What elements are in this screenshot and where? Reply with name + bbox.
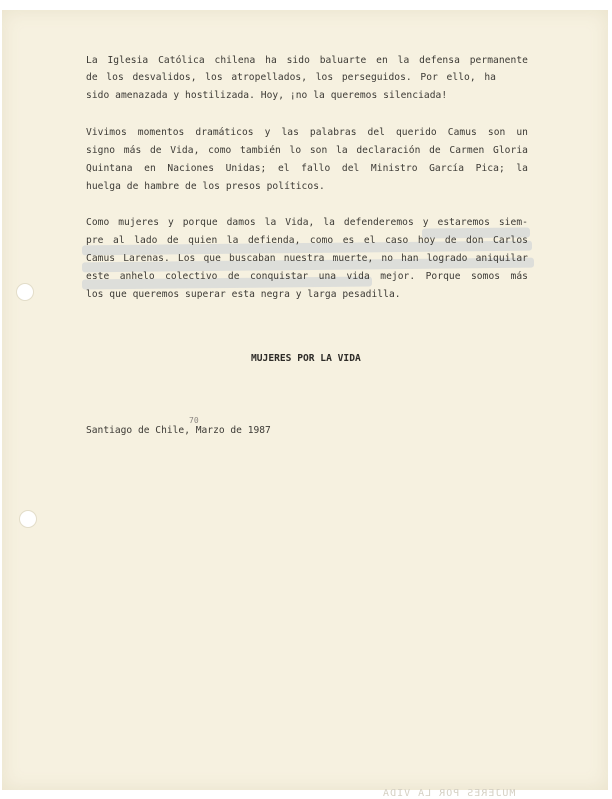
signature-heading: MUJERES POR LA VIDA [251, 353, 361, 364]
body-text-line: Como mujeres y porque damos la Vida, la defenderemos y estaremos siem- [86, 217, 528, 228]
body-text-line: Quintana en Naciones Unidas; el fallo del Ministro García Pica; la [86, 163, 528, 174]
body-text-line: Camus Larenas. Los que buscaban nuestra muerte, no han logrado aniquilar [86, 253, 528, 264]
body-text-line: signo más de Vida, como también lo son la declaración de Carmen Gloria [86, 145, 528, 156]
body-text-line: pre al lado de quien la defienda, como es el caso hoy de don Carlos [86, 235, 528, 246]
bleed-through-text: MUJERES POR LA VIDA [382, 788, 516, 799]
body-text-line: huelga de hambre de los presos políticos. [86, 181, 325, 192]
document-page [2, 10, 608, 799]
page-number: 70 [189, 416, 199, 425]
body-text-line: de los desvalidos, los atropellados, los perseguidos. Por ello, ha [86, 72, 496, 83]
body-text-line: sido amenazada y hostilizada. Hoy, ¡no la queremos silenciada! [86, 90, 448, 101]
punch-hole [19, 510, 37, 528]
body-text-line: Vivimos momentos dramáticos y las palabras del querido Camus son un [86, 127, 528, 138]
body-text-line: este anhelo colectivo de conquistar una vida mejor. Porque somos más [86, 271, 528, 282]
body-text-line: los que queremos superar esta negra y larga pesadilla. [86, 289, 401, 300]
body-text-line: La Iglesia Católica chilena ha sido baluarte en la defensa permanente [86, 55, 528, 66]
place-date: Santiago de Chile, Marzo de 1987 [86, 425, 271, 436]
punch-hole [16, 283, 34, 301]
